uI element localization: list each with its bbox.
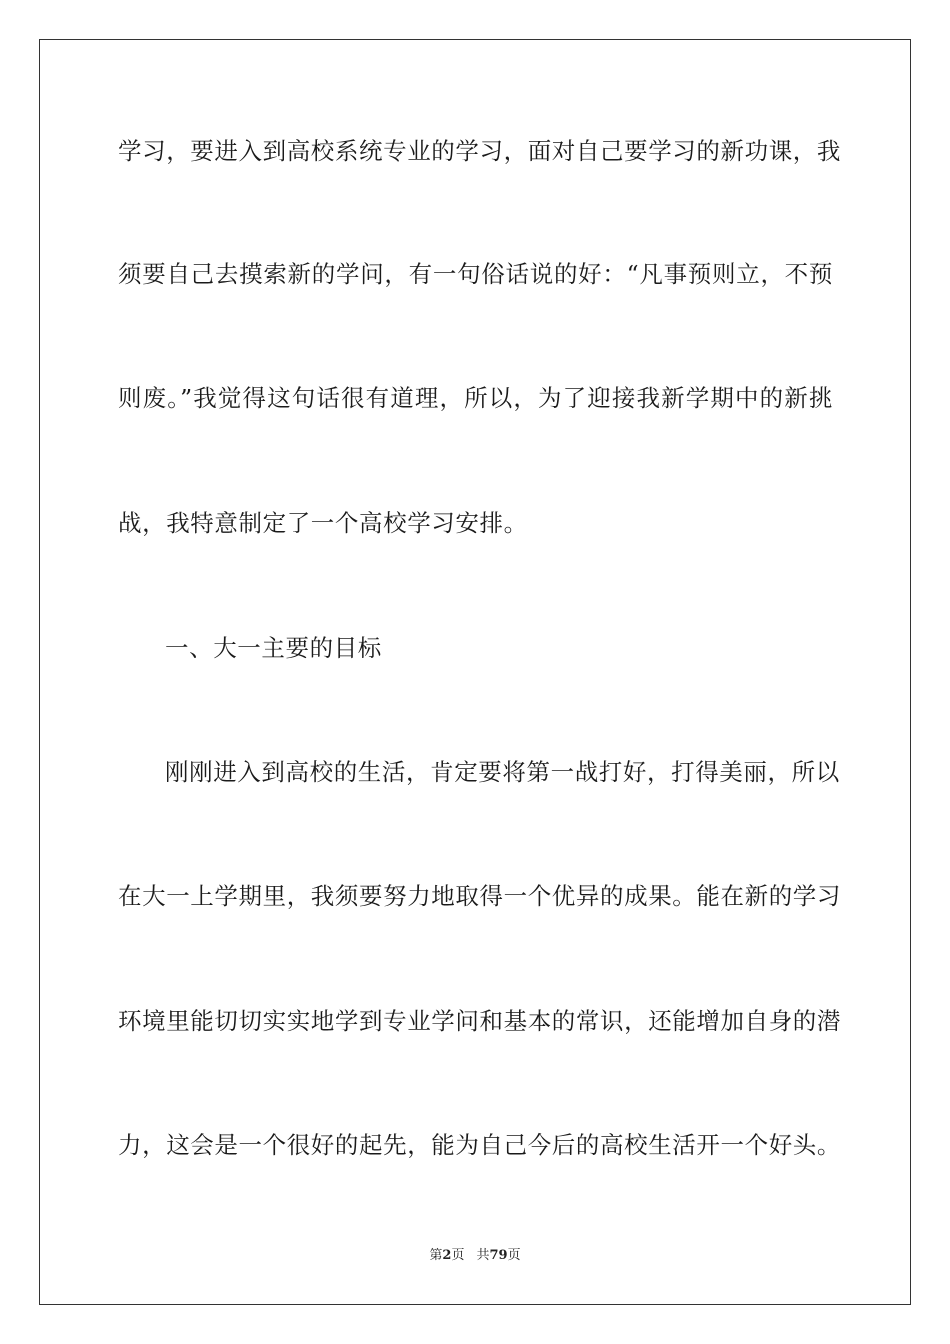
page-border xyxy=(39,39,911,1305)
total-prefix: 共 xyxy=(476,1248,490,1263)
body-text-line-8: 环境里能切切实实地学到专业学问和基本的常识，还能增加自身的潜 xyxy=(118,1007,841,1035)
body-text-line-7: 在大一上学期里，我须要努力地取得一个优异的成果。能在新的学习 xyxy=(118,882,841,910)
page-prefix: 第 xyxy=(429,1248,443,1263)
body-text-line-6: 刚刚进入到高校的生活，肯定要将第一战打好，打得美丽，所以 xyxy=(165,758,840,786)
body-text-line-9: 力，这会是一个很好的起先，能为自己今后的高校生活开一个好头。 xyxy=(118,1131,841,1159)
total-pages: 79 xyxy=(489,1248,508,1263)
body-text-line-4: 战，我特意制定了一个高校学习安排。 xyxy=(118,509,528,537)
section-heading: 一、大一主要的目标 xyxy=(165,634,382,662)
body-text-line-2: 须要自己去摸索新的学问，有一句俗话说的好：“凡事预则立，不预 xyxy=(118,260,833,288)
page-suffix: 页 xyxy=(451,1248,465,1263)
page-number: 2 xyxy=(442,1248,452,1263)
total-suffix: 页 xyxy=(507,1248,521,1263)
page-footer xyxy=(0,1248,950,1264)
body-text-line-3: 则废。”我觉得这句话很有道理，所以，为了迎接我新学期中的新挑 xyxy=(118,384,833,412)
body-text-line-1: 学习，要进入到高校系统专业的学习，面对自己要学习的新功课，我 xyxy=(118,137,841,165)
